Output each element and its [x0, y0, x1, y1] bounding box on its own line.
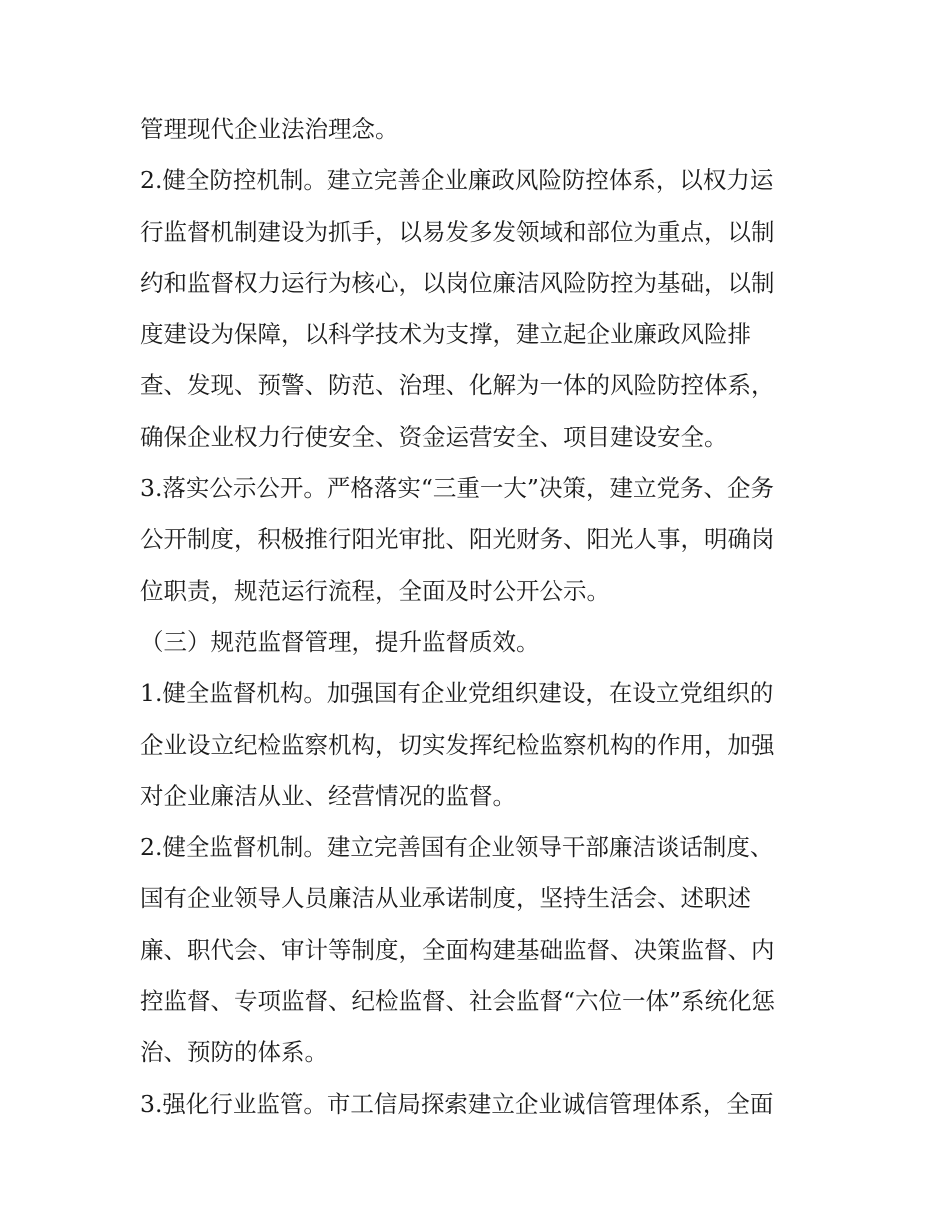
text-line: 管理现代企业法治理念。 — [140, 115, 399, 143]
text-line: 行监督机制建设为抓手，以易发多发领域和部位为重点，以制 — [140, 217, 775, 246]
text-line: 2.健全防控机制。建立完善企业廉政风险防控体系，以权力运 — [140, 166, 774, 195]
text-line: 1.健全监督机构。加强国有企业党组织建设，在设立党组织的 — [140, 679, 774, 708]
text-line: 公开制度，积极推行阳光审批、阳光财务、阳光人事，明确岗 — [140, 525, 775, 554]
document-body — [140, 104, 820, 1130]
text-line: 度建设为保障，以科学技术为支撑，建立起企业廉政风险排 — [140, 320, 751, 349]
text-line: 2.健全监督机制。建立完善国有企业领导干部廉洁谈话制度、 — [140, 833, 774, 862]
text-line: 对企业廉洁从业、经营情况的监督。 — [140, 781, 516, 810]
text-line: 国有企业领导人员廉洁从业承诺制度，坚持生活会、述职述 — [140, 884, 751, 913]
text-line: 约和监督权力运行为核心，以岗位廉洁风险防控为基础，以制 — [140, 268, 775, 297]
text-line: 控监督、专项监督、纪检监督、社会监督“六位一体”系统化惩 — [140, 987, 776, 1016]
text-line: 治、预防的体系。 — [140, 1038, 328, 1067]
text-line: 3.强化行业监管。市工信局探索建立企业诚信管理体系，全面 — [140, 1089, 774, 1118]
text-line: 廉、职代会、审计等制度，全面构建基础监督、决策监督、内 — [140, 935, 775, 964]
text-line: 确保企业权力行使安全、资金运营安全、项目建设安全。 — [140, 422, 728, 451]
text-line: 查、发现、预警、防范、治理、化解为一体的风险防控体系， — [140, 371, 775, 400]
text-line: 3.落实公示公开。严格落实“三重一大”决策，建立党务、企务 — [140, 474, 774, 503]
text-line: 位职责，规范运行流程，全面及时公开公示。 — [140, 576, 610, 605]
text-line: 企业设立纪检监察机构，切实发挥纪检监察机构的作用，加强 — [140, 730, 775, 759]
section-heading: （三）规范监督管理，提升监督质效。 — [140, 627, 540, 656]
